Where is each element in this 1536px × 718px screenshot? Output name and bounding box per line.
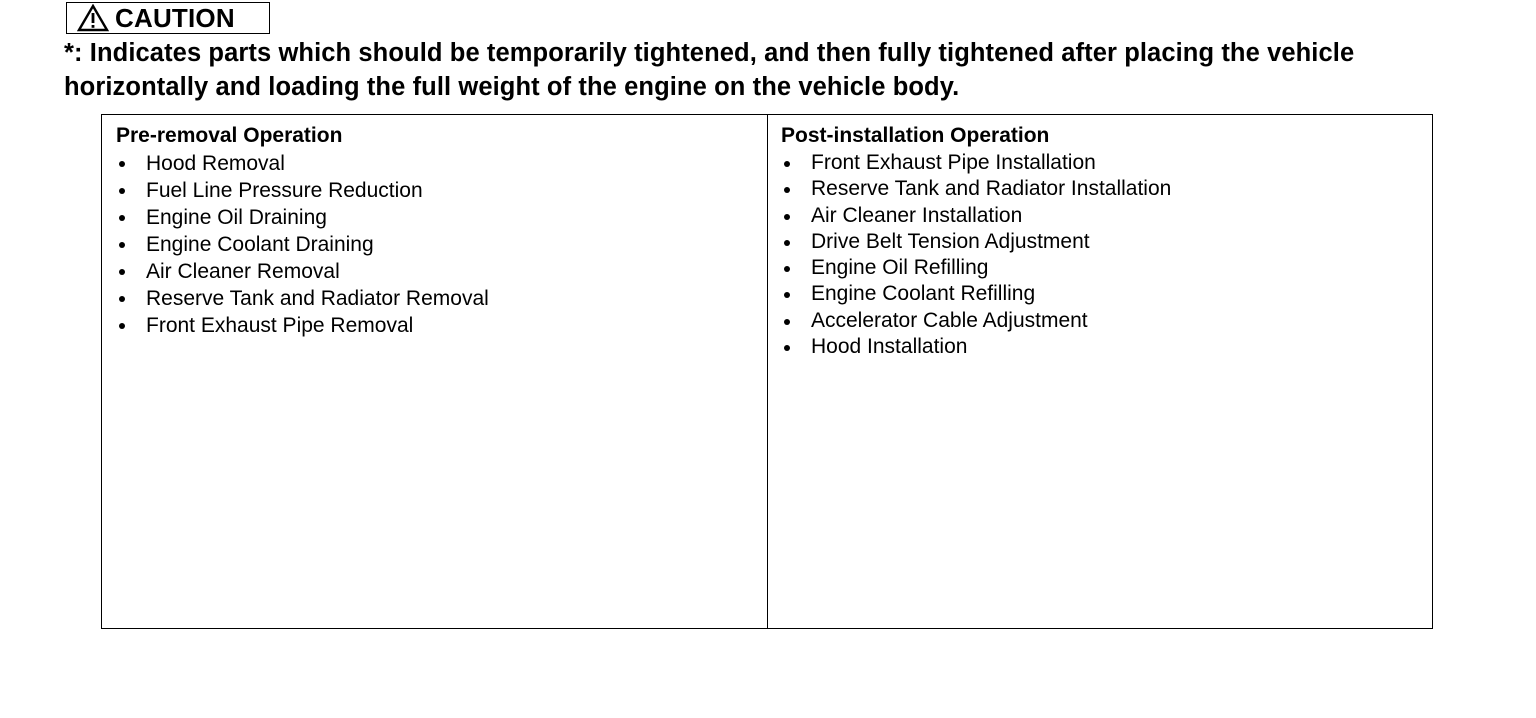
list-item: Engine Coolant Refilling	[781, 281, 1432, 307]
caution-note: *: Indicates parts which should be temporarily tightened, and then fully tightened after placing the vehicle horizontally and loading the full weight of the engine on the vehicle body.	[64, 39, 1355, 101]
list-item: Fuel Line Pressure Reduction	[116, 177, 767, 204]
list-item: Engine Oil Draining	[116, 204, 767, 231]
list-item: Engine Oil Refilling	[781, 255, 1432, 281]
list-item: Drive Belt Tension Adjustment	[781, 229, 1432, 255]
pre-removal-title: Pre-removal Operation	[116, 124, 343, 147]
operations-table	[101, 114, 1433, 629]
list-item: Air Cleaner Removal	[116, 258, 767, 285]
list-item: Air Cleaner Installation	[781, 203, 1432, 229]
list-item: Engine Coolant Draining	[116, 231, 767, 258]
caution-badge	[66, 2, 270, 34]
post-installation-list	[781, 150, 1432, 360]
pre-removal-column	[102, 115, 768, 628]
post-installation-column	[768, 115, 1432, 628]
list-item: Hood Installation	[781, 334, 1432, 360]
list-item: Accelerator Cable Adjustment	[781, 308, 1432, 334]
post-installation-title: Post-installation Operation	[781, 124, 1050, 147]
list-item: Front Exhaust Pipe Removal	[116, 312, 767, 339]
list-item: Front Exhaust Pipe Installation	[781, 150, 1432, 176]
pre-removal-list	[116, 150, 767, 339]
caution-label: CAUTION	[115, 2, 235, 33]
list-item: Reserve Tank and Radiator Installation	[781, 176, 1432, 202]
warning-triangle-icon	[77, 4, 109, 32]
list-item: Reserve Tank and Radiator Removal	[116, 285, 767, 312]
list-item: Hood Removal	[116, 150, 767, 177]
